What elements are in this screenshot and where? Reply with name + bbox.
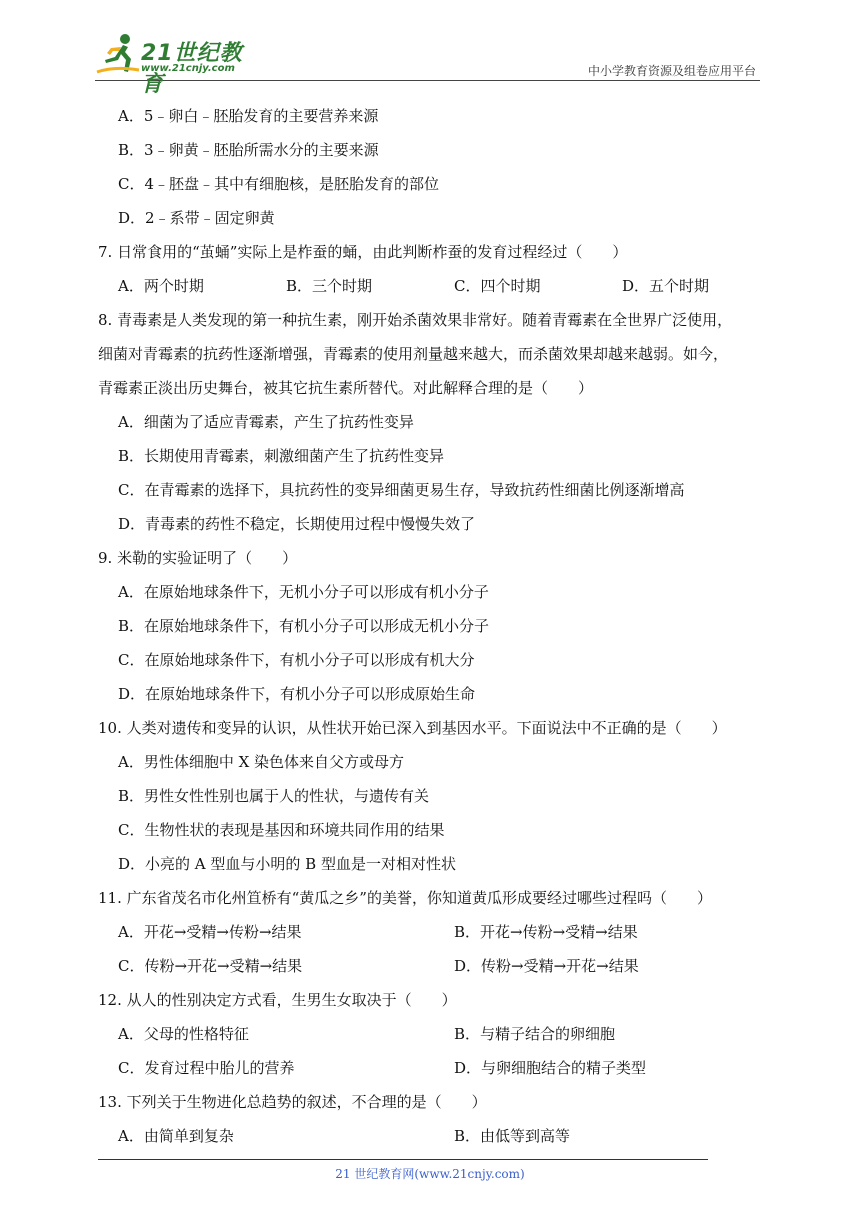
logo-title: 21世纪教育 xyxy=(141,41,243,97)
option-c: C．生物性状的表现是基因和环境共同作用的结果 xyxy=(118,821,445,839)
option-a: A．细菌为了适应青霉素，产生了抗药性变异 xyxy=(118,413,414,431)
platform-name: 中小学教育资源及组卷应用平台 xyxy=(587,64,756,78)
question-7: 7. 日常食用的“茧蛹”实际上是柞蚕的蛹，由此判断柞蚕的发育过程经过（ ） xyxy=(98,243,628,261)
footer-link[interactable]: 21 世纪教育网(www.21cnjy.com) xyxy=(335,1167,525,1181)
logo-url: www.21cnjy.com xyxy=(141,63,235,74)
option-b: B．男性女性性别也属于人的性状，与遗传有关 xyxy=(118,787,430,805)
option-d: D．与卵细胞结合的精子类型 xyxy=(454,1059,647,1077)
option-a: A．由简单到复杂 xyxy=(118,1127,234,1145)
question-8-line-2: 细菌对青霉素的抗药性逐渐增强，青霉素的使用剂量越来越大，而杀菌效果却越来越弱。如今， xyxy=(98,345,729,363)
option-d: D．小亮的 A 型血与小明的 B 型血是一对相对性状 xyxy=(118,855,456,873)
option-a: A．父母的性格特征 xyxy=(118,1025,249,1043)
question-11: 11. 广东省茂名市化州笪桥有“黄瓜之乡”的美誉，你知道黄瓜形成要经过哪些过程吗（ ） xyxy=(98,889,712,907)
option-b: B．与精子结合的卵细胞 xyxy=(454,1025,616,1043)
option-c: C．4﹣胚盘﹣其中有细胞核，是胚胎发育的部位 xyxy=(118,175,440,193)
option-d: D．在原始地球条件下，有机小分子可以形成原始生命 xyxy=(118,685,476,703)
option-b: B．开花→传粉→受精→结果 xyxy=(454,923,638,941)
option-d: D．五个时期 xyxy=(622,277,710,295)
question-10: 10. 人类对遗传和变异的认识，从性状开始已深入到基因水平。下面说法中不正确的是（ ） xyxy=(98,719,727,737)
runner-logo-icon xyxy=(95,30,141,76)
option-b: B．由低等到高等 xyxy=(454,1127,571,1145)
option-d: D．2﹣系带﹣固定卵黄 xyxy=(118,209,275,227)
option-b: B．长期使用青霉素，刺激细菌产生了抗药性变异 xyxy=(118,447,445,465)
option-b: B．在原始地球条件下，有机小分子可以形成无机小分子 xyxy=(118,617,490,635)
question-12: 12. 从人的性别决定方式看，生男生女取决于（ ） xyxy=(98,991,457,1009)
option-d: D．青毒素的药性不稳定，长期使用过程中慢慢失效了 xyxy=(118,515,476,533)
option-b: B．3﹣卵黄﹣胚胎所需水分的主要来源 xyxy=(118,141,379,159)
option-c: C．传粉→开花→受精→结果 xyxy=(118,957,303,975)
question-8-line-3: 青霉素正淡出历史舞台，被其它抗生素所替代。对此解释合理的是（ ） xyxy=(98,379,594,397)
option-a: A．两个时期 xyxy=(118,277,204,295)
footer-divider xyxy=(98,1159,708,1160)
option-c: C．四个时期 xyxy=(454,277,541,295)
option-b: B．三个时期 xyxy=(286,277,373,295)
option-c: C．发育过程中胎儿的营养 xyxy=(118,1059,295,1077)
option-c: C．在原始地球条件下，有机小分子可以形成有机大分 xyxy=(118,651,475,669)
option-d: D．传粉→受精→开花→结果 xyxy=(454,957,639,975)
question-13: 13. 下列关于生物进化总趋势的叙述，不合理的是（ ） xyxy=(98,1093,487,1111)
option-a: A．在原始地球条件下，无机小分子可以形成有机小分子 xyxy=(118,583,489,601)
option-a: A．开花→受精→传粉→结果 xyxy=(118,923,302,941)
option-a: A．5﹣卵白﹣胚胎发育的主要营养来源 xyxy=(118,107,379,125)
question-8-line-1: 8. 青毒素是人类发现的第一种抗生素，刚开始杀菌效果非常好。随着青霉素在全世界广泛使用， xyxy=(98,311,733,329)
page-header xyxy=(95,30,760,97)
site-logo[interactable] xyxy=(95,30,265,97)
question-9: 9. 米勒的实验证明了（ ） xyxy=(98,549,298,567)
option-c: C．在青霉素的选择下，具抗药性的变异细菌更易生存，导致抗药性细菌比例逐渐增高 xyxy=(118,481,685,499)
option-a: A．男性体细胞中 X 染色体来自父方或母方 xyxy=(118,753,405,771)
